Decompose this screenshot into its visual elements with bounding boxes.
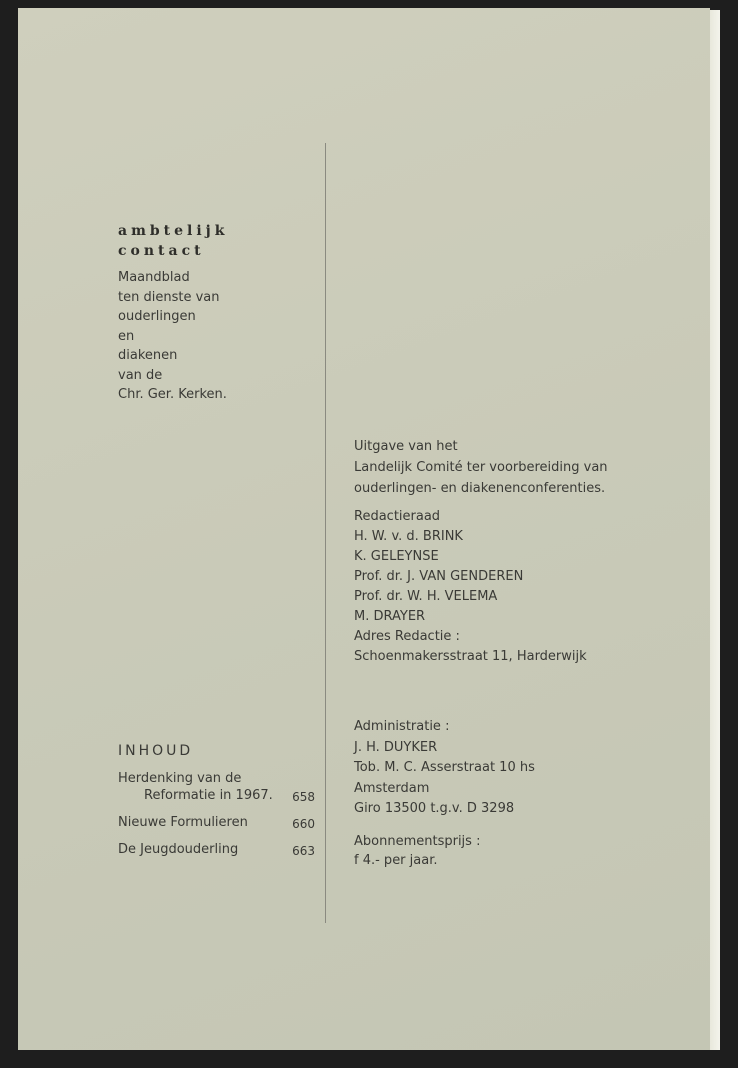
toc-page-number: 663 <box>292 844 315 858</box>
publisher-line: Landelijk Comité ter voorbereiding van <box>354 460 608 475</box>
masthead-title <box>118 221 228 261</box>
page-edge <box>710 10 720 1050</box>
toc-entry <box>118 770 318 804</box>
toc-entry <box>118 814 318 831</box>
subscription-price: f 4.- per jaar. <box>354 853 438 868</box>
subtitle-line: diakenen <box>118 348 178 363</box>
administration-heading: Administratie : <box>354 719 450 734</box>
subtitle-line: en <box>118 328 135 344</box>
editor-name: K. GELEYNSE <box>354 549 439 564</box>
administration-line: J. H. DUYKER <box>354 739 438 755</box>
toc-entry-title-continued: Reformatie in 1967. <box>144 788 273 803</box>
subtitle-line: Maandblad <box>118 270 190 285</box>
toc-entry <box>118 841 318 858</box>
editor-name: Prof. dr. J. VAN GENDEREN <box>354 569 524 584</box>
toc-entry-title: Nieuwe Formulieren <box>118 815 248 830</box>
editorial-address: Schoenmakersstraat 11, Harderwijk <box>354 649 587 664</box>
editorial-board <box>354 507 587 667</box>
administration-line: Giro 13500 t.g.v. D 3298 <box>354 801 515 816</box>
subtitle-line: Chr. Ger. Kerken. <box>118 387 227 402</box>
subtitle-line: ten dienste van <box>118 289 220 305</box>
toc-title: INHOUD <box>118 743 194 759</box>
subtitle-line: ouderlingen <box>118 309 196 324</box>
editorial-board-heading: Redactieraad <box>354 509 441 524</box>
subtitle-line: van de <box>118 367 163 383</box>
column-divider <box>325 143 326 923</box>
masthead-line-2: contact <box>118 243 205 259</box>
subscription-info <box>354 832 480 870</box>
editorial-address-heading: Adres Redactie : <box>354 629 460 644</box>
toc-page-number: 660 <box>292 817 315 831</box>
subscription-heading: Abonnementsprijs : <box>354 834 481 849</box>
administration-line: Tob. M. C. Asserstraat 10 hs <box>354 760 535 775</box>
editor-name: Prof. dr. W. H. VELEMA <box>354 589 498 604</box>
editor-name: H. W. v. d. BRINK <box>354 529 463 544</box>
editor-name: M. DRAYER <box>354 609 426 624</box>
toc-entry-title: De Jeugdouderling <box>118 842 239 857</box>
publisher-info <box>354 436 608 499</box>
toc-page-number: 658 <box>292 790 315 804</box>
masthead-line-1: ambtelijk <box>118 223 229 239</box>
toc-entry-title: Herdenking van de <box>118 771 242 786</box>
administration-line: Amsterdam <box>354 780 430 796</box>
masthead-subtitle <box>118 268 227 405</box>
administration-info <box>354 717 535 820</box>
table-of-contents <box>118 770 318 868</box>
publisher-line: ouderlingen- en diakenenconferenties. <box>354 481 606 496</box>
publisher-line: Uitgave van het <box>354 439 458 454</box>
